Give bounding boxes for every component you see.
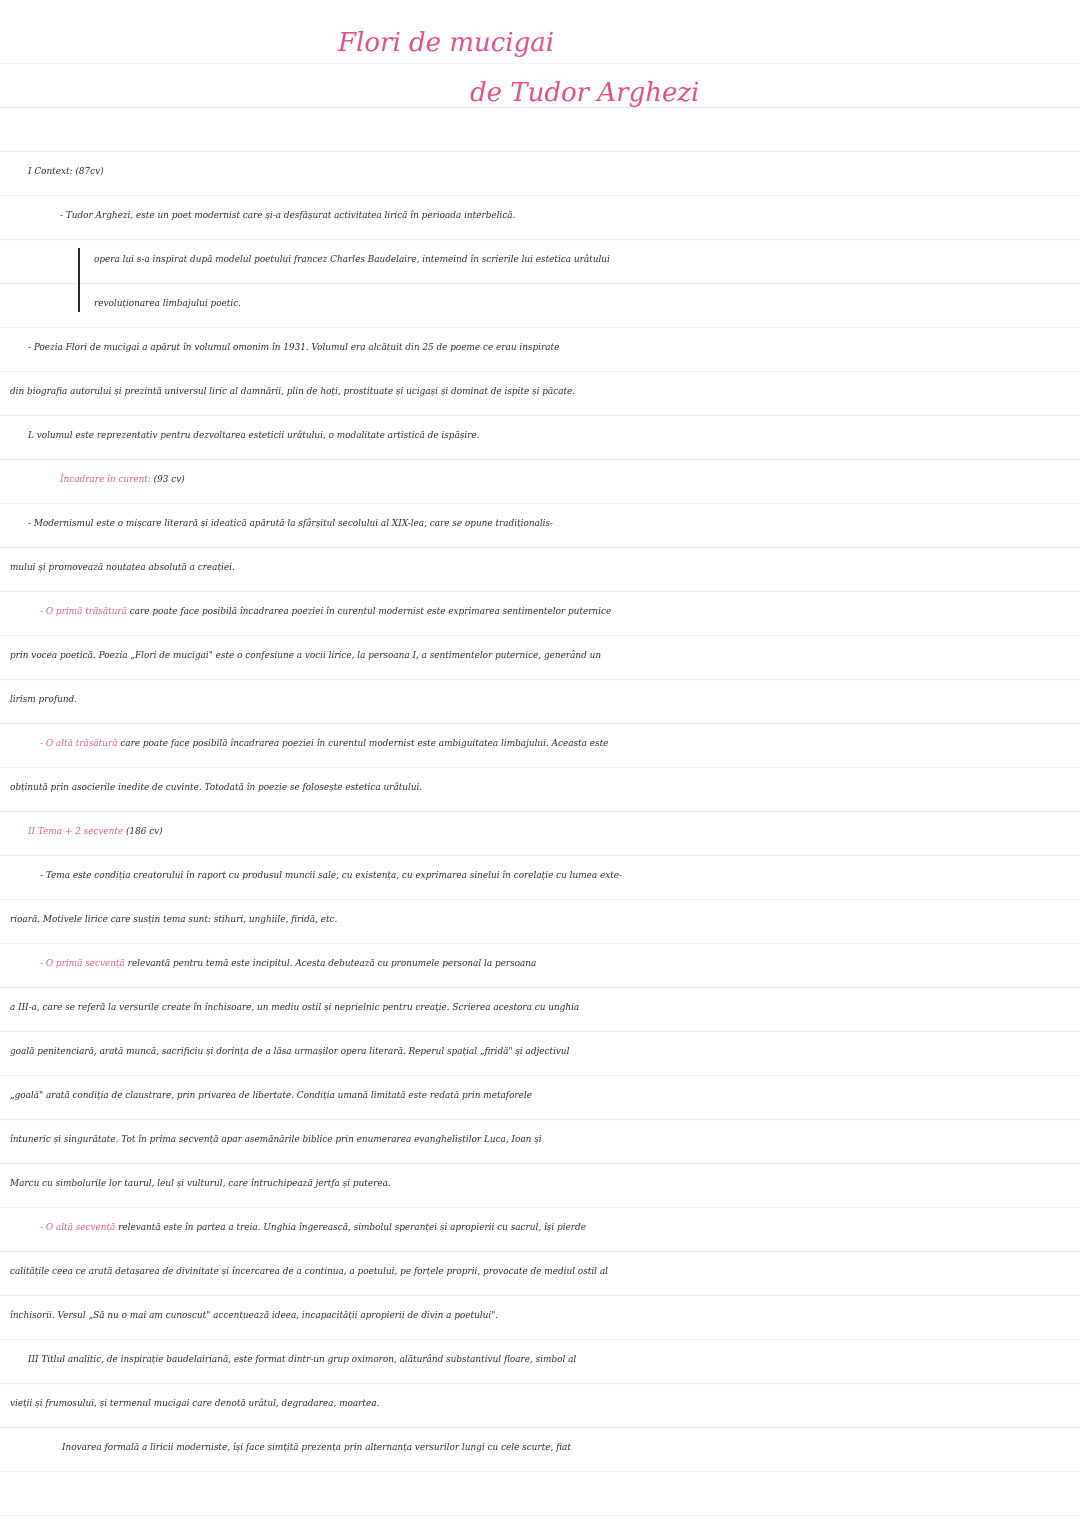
text-line — [0, 1302, 1080, 1330]
line-text: relevantă este în partea a treia. Unghia îngerească, simbolul speranței și apropierii cu sacrul, își pierde — [118, 1223, 586, 1233]
line-text: (93 cv) — [153, 475, 185, 485]
text-line — [0, 334, 1080, 362]
line-text: opera lui s-a inspirat după modelul poetului francez Charles Baudelaire, intemeind în scrierile lui estetica urâtului — [94, 255, 610, 265]
highlight-prefix: - O primă trăsătură — [40, 607, 130, 617]
highlight-prefix: II Tema + 2 secvente — [28, 827, 126, 837]
line-text: revoluționarea limbajului poetic. — [94, 299, 241, 309]
text-line — [0, 466, 1080, 494]
text-line — [0, 422, 1080, 450]
line-text: prin vocea poetică. Poezia „Flori de mucigai" este o confesiune a vocii lirice, la persoana I, a sentimentelor puternice, generând un — [10, 651, 602, 661]
text-line — [0, 950, 1080, 978]
text-line — [0, 1126, 1080, 1154]
line-text: Marcu cu simbolurile lor taurul, leul și vulturul, care întruchipează jertfa și puterea. — [10, 1179, 391, 1189]
line-text: - Tudor Arghezi, este un poet modernist care și-a desfășurat activitatea lirică în perioada interbelică. — [60, 211, 516, 221]
text-line — [0, 1038, 1080, 1066]
text-line — [0, 202, 1080, 230]
line-text: Inovarea formală a liricii moderniste, își face simțită prezența prin alternanța versurilor lungi cu cele scurte, fiat — [62, 1443, 571, 1453]
text-line — [0, 1434, 1080, 1462]
line-text: L volumul este reprezentativ pentru dezvoltarea esteticii urâtului, o modalitate artistică de ispășire. — [28, 431, 480, 441]
text-line — [0, 642, 1080, 670]
line-text: închisorii. Versul „Să nu o mai am cunoscut" accentuează ideea, incapacității apropierii de divin a poetului". — [10, 1311, 499, 1321]
line-text: - Poezia Flori de mucigai a apărut în volumul omonim în 1931. Volumul era alcătuit din 25 de poeme ce erau inspirate — [28, 343, 560, 353]
line-text: - Modernismul este o mișcare literară și ideatică apărută la sfârșitul secolului al XIX-lea, care se opune tradiționalis- — [28, 519, 554, 529]
line-text: - Tema este condiția creatorului în raport cu produsul muncii sale, cu existența, cu exprimarea sinelui în corelație cu lumea exte- — [40, 871, 623, 881]
text-line — [0, 774, 1080, 802]
text-line — [0, 554, 1080, 582]
line-text: mului și promovează noutatea absolută a creației. — [10, 563, 235, 573]
text-line — [0, 246, 1080, 274]
line-text: III Titlul analitic, de inspirație baudelairiană, este format dintr-un grup oximoron, alăturând substantivul floare, simbol al — [28, 1355, 577, 1365]
highlight-prefix: - O primă secvență — [40, 959, 128, 969]
text-line — [0, 906, 1080, 934]
page-subtitle-author: de Tudor Arghezi — [470, 78, 700, 108]
line-text: relevantă pentru temă este incipitul. Acesta debutează cu pronumele personal la persoana — [127, 959, 537, 969]
line-text: care poate face posibilă încadrarea poeziei în curentul modernist este ambiguitatea limbajului. Aceasta este — [120, 739, 609, 749]
line-text: I Context: (87cv) — [28, 167, 104, 177]
text-line — [0, 1346, 1080, 1374]
text-line — [0, 1258, 1080, 1286]
text-line — [0, 862, 1080, 890]
text-line — [0, 1170, 1080, 1198]
line-text: rioară. Motivele lirice care susțin tema sunt: stihuri, unghiile, firidă, etc. — [10, 915, 338, 925]
text-line — [0, 686, 1080, 714]
line-text: din biografia autorului și prezintă universul liric al damnării, plin de hoți, prostituate și ucigași și dominat de ispite și păcate. — [10, 387, 576, 397]
text-line — [0, 818, 1080, 846]
text-line — [0, 1082, 1080, 1110]
line-text: vieții și frumosului, și termenul mucigai care denotă urâtul, degradarea, moartea. — [10, 1399, 380, 1409]
highlight-prefix: Încadrare în curent: — [60, 475, 154, 485]
line-text: lirism profund. — [10, 695, 78, 705]
highlight-prefix: - O altă trăsătură — [40, 739, 121, 749]
line-text: calitățile ceea ce arată detașarea de divinitate și încercarea de a continua, a poetului, pe forțele proprii, provocate de mediul ostil al — [10, 1267, 608, 1277]
line-text: a III-a, care se referă la versurile create în închisoare, un mediu ostil și neprielnic pentru creație. Scrierea acestora cu unghia — [10, 1003, 580, 1013]
line-text: întuneric și singurătate. Tot în prima secvență apar asemănările biblice prin enumerarea evangheliștilor Luca, Ioan și — [10, 1135, 542, 1145]
text-line — [0, 378, 1080, 406]
text-line — [0, 1214, 1080, 1242]
line-text: care poate face posibilă încadrarea poeziei în curentul modernist este exprimarea sentimentelor puternice — [129, 607, 612, 617]
line-text: obținută prin asocierile inedite de cuvinte. Totodată în poezie se folosește estetica urâtului. — [10, 783, 423, 793]
text-line — [0, 598, 1080, 626]
text-line — [0, 290, 1080, 318]
text-line — [0, 1390, 1080, 1418]
text-line — [0, 510, 1080, 538]
text-line — [0, 994, 1080, 1022]
text-line — [0, 730, 1080, 758]
highlight-prefix: - O altă secvență — [40, 1223, 119, 1233]
line-text: „goală" arată condiția de claustrare, prin privarea de libertate. Condiția umană limitată este redată prin metaforele — [10, 1091, 533, 1101]
line-text: goală penitenciară, arată muncă, sacrificiu și dorința de a lăsa urmașilor opera literară. Reperul spațial „firidă" și adjectivul — [10, 1047, 570, 1057]
text-line — [0, 158, 1080, 186]
page-title: Flori de mucigai — [338, 28, 555, 58]
line-text: (186 cv) — [125, 827, 163, 837]
